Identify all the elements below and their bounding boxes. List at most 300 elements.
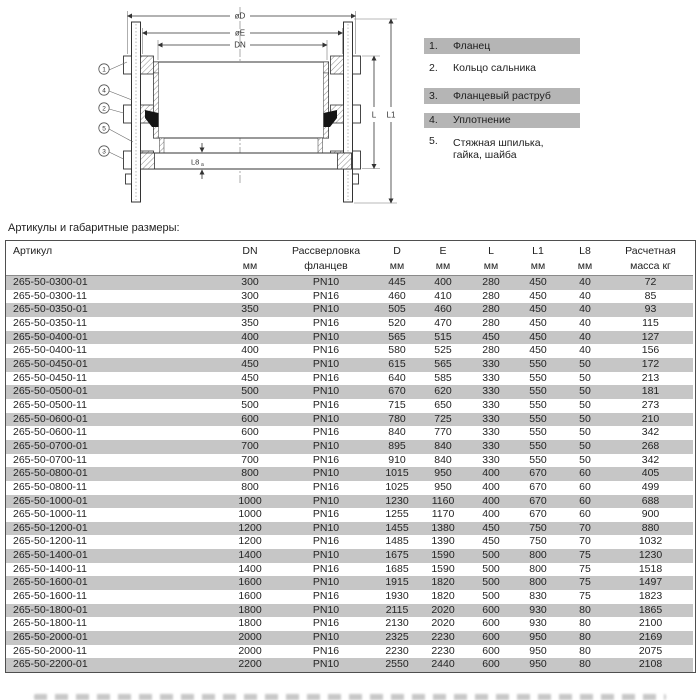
value-cell: PN16 [312,344,340,357]
value-cell: 1820 [431,590,455,603]
value-cell: 280 [482,316,500,329]
value-cell: 75 [579,590,591,603]
article-cell: 265-50-0800-11 [13,480,87,493]
bolts-left [124,56,132,184]
value-cell: 550 [529,357,547,370]
article-cell: 265-50-0500-01 [13,385,88,398]
value-cell: 520 [388,316,406,329]
table-row [6,290,693,304]
value-cell: 1400 [238,562,262,575]
dim-label-od: øD [234,11,246,21]
value-cell: 500 [482,590,500,603]
value-cell: 280 [482,289,500,302]
table-row [6,631,693,645]
article-cell: 265-50-0600-01 [13,412,88,425]
value-cell: 2130 [385,617,409,630]
value-cell: 80 [579,617,591,630]
table-row [6,276,693,290]
value-cell: 60 [579,494,591,507]
value-cell: PN10 [312,631,340,644]
value-cell: 780 [388,412,406,425]
legend-item [424,88,580,104]
value-cell: 2200 [238,658,262,671]
value-cell: 2230 [385,644,409,657]
value-cell: 268 [641,439,660,452]
value-cell: 950 [529,631,547,644]
value-cell: 2230 [431,631,455,644]
value-cell: PN16 [312,480,340,493]
table-row [6,303,693,317]
value-cell: 2000 [238,631,262,644]
value-cell: 550 [529,398,547,411]
value-cell: 50 [579,385,591,398]
value-cell: 350 [241,303,259,316]
legend-item [424,38,580,54]
value-cell: PN16 [312,453,340,466]
table-row [6,549,693,563]
value-cell: 273 [641,398,660,411]
value-cell: 1590 [431,549,455,562]
column-header: L1 мм [530,245,546,272]
article-cell: 265-50-1000-01 [13,494,88,507]
value-cell: 280 [482,276,500,288]
value-cell: 75 [579,562,591,575]
column-header: Рассверловка фланцев [291,245,361,272]
value-cell: 342 [641,426,660,439]
dimensions-table [6,241,693,672]
value-cell: 75 [579,549,591,562]
table-row [6,358,693,372]
value-cell: 1380 [431,521,455,534]
value-cell: PN16 [312,535,340,548]
value-cell: 600 [482,617,500,630]
value-cell: 470 [434,316,452,329]
value-cell: 50 [579,426,591,439]
value-cell: 550 [529,385,547,398]
value-cell: PN16 [312,590,340,603]
value-cell: 330 [482,426,500,439]
value-cell: 725 [434,412,452,425]
value-cell: 500 [241,398,259,411]
value-cell: PN10 [312,357,340,370]
value-cell: 40 [579,289,591,302]
value-cell: 450 [529,330,547,343]
article-cell: 265-50-0700-11 [13,453,87,466]
table-row [6,399,693,413]
dimensions-table-wrap [5,240,696,673]
value-cell: 800 [241,480,259,493]
table-row [6,522,693,536]
value-cell: 2230 [431,644,455,657]
value-cell: 600 [482,658,500,671]
value-cell: PN16 [312,617,340,630]
value-cell: 1170 [431,508,455,521]
svg-text:3: 3 [102,148,106,156]
table-row [6,317,693,331]
dim-label-l8-sub: a [201,162,204,168]
value-cell: 670 [529,480,547,493]
value-cell: 950 [529,658,547,671]
value-cell: 1200 [238,535,262,548]
technical-diagram [90,0,410,215]
value-cell: 1025 [385,480,409,493]
value-cell: 172 [641,357,660,370]
article-cell: 265-50-1400-11 [13,562,87,575]
legend-item [424,135,580,163]
value-cell: 750 [529,535,547,548]
value-cell: 1455 [385,521,409,534]
value-cell: 600 [482,644,500,657]
value-cell: 50 [579,453,591,466]
value-cell: 950 [434,480,452,493]
value-cell: 2075 [638,644,663,657]
value-cell: 400 [482,480,500,493]
table-row [6,481,693,495]
value-cell: 80 [579,631,591,644]
table-row [6,495,693,509]
value-cell: 450 [482,535,500,548]
value-cell: 550 [529,453,547,466]
value-cell: 580 [388,344,406,357]
value-cell: 1820 [431,576,455,589]
article-cell: 265-50-1200-01 [13,521,88,534]
dim-label-dn: DN [234,40,246,50]
value-cell: 450 [529,289,547,302]
value-cell: 600 [241,426,259,439]
value-cell: 400 [241,330,259,343]
table-row [6,454,693,468]
table-row [6,658,693,672]
value-cell: 1865 [638,603,663,616]
value-cell: 75 [579,576,591,589]
value-cell: 400 [434,276,452,288]
article-cell: 265-50-0300-01 [13,276,88,288]
svg-text:1: 1 [102,66,106,74]
article-cell: 265-50-0450-11 [13,371,87,384]
value-cell: 450 [241,371,259,384]
column-header: Расчетная масса кг [625,245,676,272]
value-cell: 2169 [638,631,663,644]
table-body [6,276,693,673]
column-header: L мм [483,245,499,272]
value-cell: 300 [241,289,259,302]
value-cell: PN10 [312,412,340,425]
value-cell: 1230 [638,549,663,562]
value-cell: 1160 [431,494,455,507]
value-cell: 800 [529,549,547,562]
value-cell: PN10 [312,603,340,616]
legend-item [424,61,580,77]
value-cell: 1400 [238,549,262,562]
value-cell: 688 [641,494,660,507]
value-cell: 2550 [385,658,409,671]
value-cell: 2108 [638,658,663,671]
value-cell: 930 [529,617,547,630]
value-cell: 460 [434,303,452,316]
article-cell: 265-50-1800-01 [13,603,88,616]
value-cell: 1497 [638,576,663,589]
value-cell: 500 [482,549,500,562]
value-cell: 210 [641,412,660,425]
value-cell: 2325 [385,631,409,644]
value-cell: 1230 [385,494,409,507]
callout-4 [99,85,109,95]
value-cell: PN10 [312,303,340,316]
legend-item-label: Фланец [453,39,491,52]
value-cell: PN16 [312,289,340,302]
value-cell: 585 [434,371,452,384]
value-cell: 1255 [385,508,409,521]
dim-label-oe: øE [234,28,246,38]
article-cell: 265-50-0400-01 [13,330,88,343]
value-cell: 410 [434,289,452,302]
value-cell: 400 [482,508,500,521]
article-cell: 265-50-1600-11 [13,590,87,603]
value-cell: 1675 [385,549,409,562]
value-cell: 280 [482,303,500,316]
value-cell: 525 [434,344,452,357]
value-cell: 93 [644,303,657,316]
value-cell: PN16 [312,644,340,657]
value-cell: 127 [641,330,660,343]
article-cell: 265-50-1200-11 [13,535,87,548]
table-row [6,563,693,577]
value-cell: 330 [482,385,500,398]
value-cell: 400 [241,344,259,357]
value-cell: 1390 [431,535,455,548]
article-cell: 265-50-1800-11 [13,617,87,630]
table-row [6,617,693,631]
seal-wedge-right [324,110,338,127]
table-row [6,426,693,440]
value-cell: 450 [529,276,547,288]
dim-label-l8: L8 [191,157,200,167]
value-cell: PN16 [312,316,340,329]
value-cell: 1015 [385,467,409,480]
value-cell: PN16 [312,398,340,411]
value-cell: 1000 [238,508,262,521]
value-cell: 445 [388,276,406,288]
value-cell: PN10 [312,576,340,589]
value-cell: 670 [388,385,406,398]
value-cell: 830 [529,590,547,603]
legend-item-label: Уплотнение [453,114,511,126]
article-cell: 265-50-0450-01 [13,357,88,370]
value-cell: 930 [529,603,547,616]
value-cell: 40 [579,344,591,357]
svg-text:5: 5 [102,125,106,133]
value-cell: 60 [579,480,591,493]
column-header: E мм [435,245,451,272]
socket-barrel [154,62,329,138]
value-cell: 840 [434,453,452,466]
value-cell: 1200 [238,521,262,534]
value-cell: PN16 [312,426,340,439]
dim-label-l: L [371,110,377,120]
legend-item-number: 5. [429,135,438,147]
value-cell: PN10 [312,549,340,562]
value-cell: 670 [529,467,547,480]
value-cell: PN16 [312,562,340,575]
value-cell: 2115 [385,603,409,616]
legend-item-number: 2. [429,62,438,75]
value-cell: PN10 [312,467,340,480]
value-cell: 950 [529,644,547,657]
article-cell: 265-50-0350-01 [13,303,88,316]
article-cell: 265-50-0350-11 [13,316,87,329]
value-cell: 450 [482,521,500,534]
value-cell: PN10 [312,330,340,343]
value-cell: 620 [434,385,452,398]
value-cell: 450 [482,330,500,343]
article-cell: 265-50-0600-11 [13,426,87,439]
table-row [6,645,693,659]
value-cell: 450 [529,316,547,329]
value-cell: 1032 [638,535,663,548]
value-cell: 300 [241,276,259,288]
value-cell: 1590 [431,562,455,575]
value-cell: 1600 [238,576,262,589]
value-cell: 1000 [238,494,262,507]
value-cell: 50 [579,439,591,452]
table-row [6,413,693,427]
value-cell: 40 [579,276,591,288]
value-cell: 280 [482,344,500,357]
legend-item-number: 4. [429,114,438,127]
value-cell: PN16 [312,371,340,384]
value-cell: PN10 [312,658,340,671]
table-row [6,604,693,618]
value-cell: 80 [579,658,591,671]
table-row [6,535,693,549]
table-row [6,331,693,345]
article-cell: 265-50-0700-01 [13,439,88,452]
table-row [6,385,693,399]
value-cell: 1800 [238,603,262,616]
value-cell: 650 [434,398,452,411]
value-cell: 840 [434,439,452,452]
value-cell: 50 [579,412,591,425]
value-cell: 181 [641,385,660,398]
bolts-right [353,56,361,184]
value-cell: 550 [529,412,547,425]
value-cell: 800 [529,562,547,575]
value-cell: 770 [434,426,452,439]
value-cell: PN10 [312,276,340,288]
callout-2 [99,103,109,113]
value-cell: PN10 [312,494,340,507]
value-cell: 450 [241,357,259,370]
value-cell: 330 [482,453,500,466]
cropped-text-remnant [34,694,666,700]
value-cell: 500 [241,385,259,398]
value-cell: 400 [482,467,500,480]
column-header: D мм [389,245,405,272]
value-cell: 70 [579,521,591,534]
legend-item [424,113,580,129]
value-cell: 515 [434,330,452,343]
article-cell: 265-50-0400-11 [13,344,87,357]
callout-5 [99,123,109,133]
value-cell: 800 [241,467,259,480]
value-cell: 213 [641,371,660,384]
article-cell: 265-50-0800-01 [13,467,88,480]
parts-legend [424,38,580,163]
value-cell: 1930 [385,590,409,603]
value-cell: 2020 [431,603,455,616]
lower-pipe [141,153,352,169]
article-cell: 265-50-2000-01 [13,631,88,644]
value-cell: 640 [388,371,406,384]
value-cell: 450 [529,344,547,357]
value-cell: 2000 [238,644,262,657]
value-cell: 40 [579,303,591,316]
value-cell: 700 [241,439,259,452]
value-cell: 115 [642,316,659,329]
value-cell: 350 [241,316,259,329]
value-cell: 600 [482,631,500,644]
value-cell: 50 [579,371,591,384]
dim-label-l1: L1 [386,110,396,120]
value-cell: PN16 [312,508,340,521]
column-header: Артикул [13,245,53,257]
value-cell: 1600 [238,590,262,603]
value-cell: 1800 [238,617,262,630]
value-cell: 895 [388,439,406,452]
value-cell: 40 [579,330,591,343]
value-cell: 600 [482,603,500,616]
value-cell: 910 [388,453,406,466]
callout-1 [99,64,109,74]
value-cell: 50 [579,398,591,411]
value-cell: 800 [529,576,547,589]
value-cell: 330 [482,439,500,452]
column-header: DN мм [242,245,258,272]
value-cell: 840 [388,426,406,439]
table-row [6,440,693,454]
value-cell: 50 [579,357,591,370]
value-cell: 2440 [431,658,455,671]
value-cell: 715 [388,398,406,411]
value-cell: 670 [529,494,547,507]
table-row [6,590,693,604]
svg-text:4: 4 [102,87,106,95]
table-row [6,576,693,590]
value-cell: 1485 [385,535,409,548]
value-cell: 342 [641,453,660,466]
table-header-row [6,241,693,276]
value-cell: PN10 [312,439,340,452]
value-cell: 750 [529,521,547,534]
value-cell: 550 [529,426,547,439]
value-cell: 565 [388,330,406,343]
value-cell: 950 [434,467,452,480]
value-cell: 405 [641,467,660,480]
value-cell: 156 [641,344,660,357]
value-cell: 1915 [385,576,409,589]
article-cell: 265-50-1600-01 [13,576,88,589]
value-cell: 1685 [385,562,409,575]
callout-balloons [99,64,109,156]
value-cell: 499 [641,480,660,493]
table-row [6,372,693,386]
article-cell: 265-50-0300-11 [13,289,87,302]
value-cell: 2100 [638,617,663,630]
article-cell: 265-50-1000-11 [13,508,87,521]
value-cell: PN10 [312,385,340,398]
value-cell: 80 [579,603,591,616]
value-cell: 70 [579,535,591,548]
